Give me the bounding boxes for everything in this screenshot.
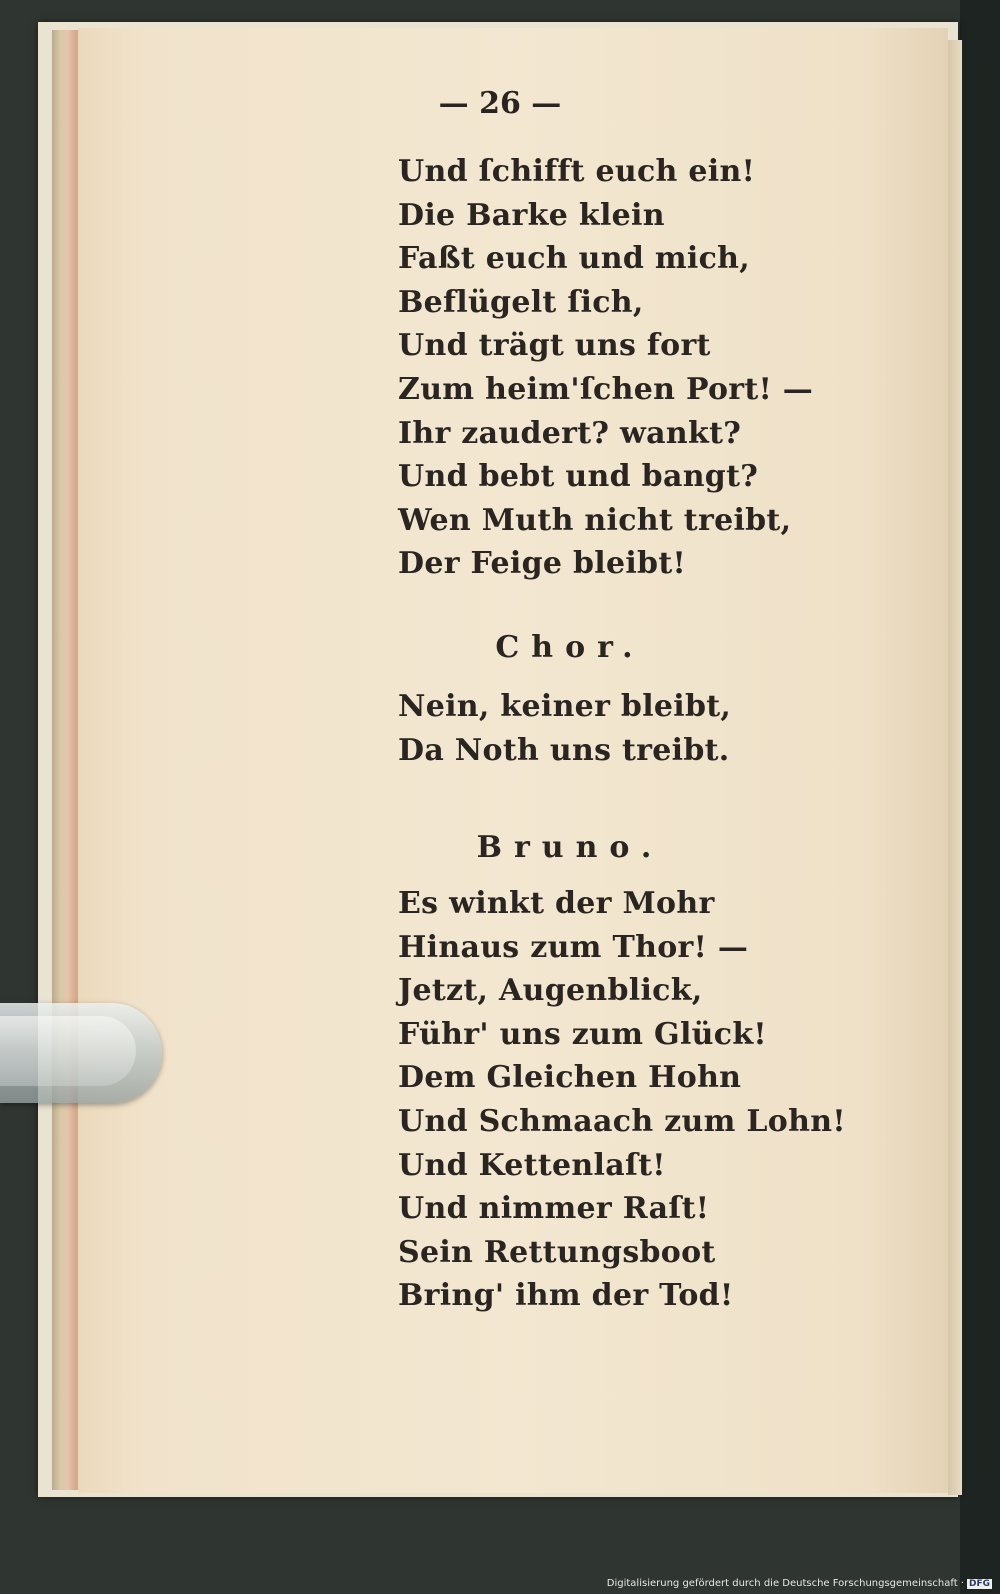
page-edge-stack [52,30,80,1490]
verse-line: Die Barke klein [398,197,665,233]
credit-text: Digitalisierung gefördert durch die Deutsche Forschungsgemeinschaft · [606,1578,964,1589]
verse-line: Zum heim'ſchen Port! — [398,371,814,407]
verse-stanza-3 [398,882,846,1318]
verse-line: Bring' ihm der Tod! [398,1278,734,1314]
verse-line: Ihr zaudert? wankt? [398,415,742,451]
page-number: — 26 — [438,86,562,121]
verse-line: Beflügelt ſich, [398,284,644,320]
verse-line: Führ' uns zum Glück! [398,1016,767,1052]
verse-line: Jetzt, Augenblick, [398,973,703,1009]
verse-line: Nein, keiner bleibt, [398,689,732,724]
speaker-heading-chor: Chor. [495,630,645,665]
verse-stanza-1 [398,150,813,586]
verse-line: Da Noth uns treibt. [398,732,730,768]
scanner-backdrop [960,0,1000,1594]
verse-line: Dem Gleichen Hohn [398,1060,742,1096]
verse-line: Es winkt der Mohr [398,886,715,921]
page-right-edge [948,40,962,1495]
verse-line: Und Kettenlaſt! [398,1147,666,1183]
verse-line: Und Schmaach zum Lohn! [398,1103,846,1139]
verse-line: Faßt euch und mich, [398,241,751,277]
digitization-credit [607,1578,992,1589]
verse-line: Und trägt uns fort [398,328,711,364]
verse-line: Und nimmer Raſt! [398,1191,710,1227]
speaker-heading-bruno: Bruno. [476,830,664,865]
verse-line: Wen Muth nicht treibt, [398,502,792,538]
dfg-logo: DFG [968,1579,990,1589]
verse-line: Der Feige bleibt! [398,546,686,582]
page-clip-highlight [0,1016,136,1086]
verse-stanza-2 [398,685,731,772]
verse-line: Sein Rettungsboot [398,1234,716,1270]
verse-line: Hinaus zum Thor! — [398,929,749,965]
verse-line: Und ſchifft euch ein! [398,154,756,189]
verse-line: Und bebt und bangt? [398,459,759,495]
